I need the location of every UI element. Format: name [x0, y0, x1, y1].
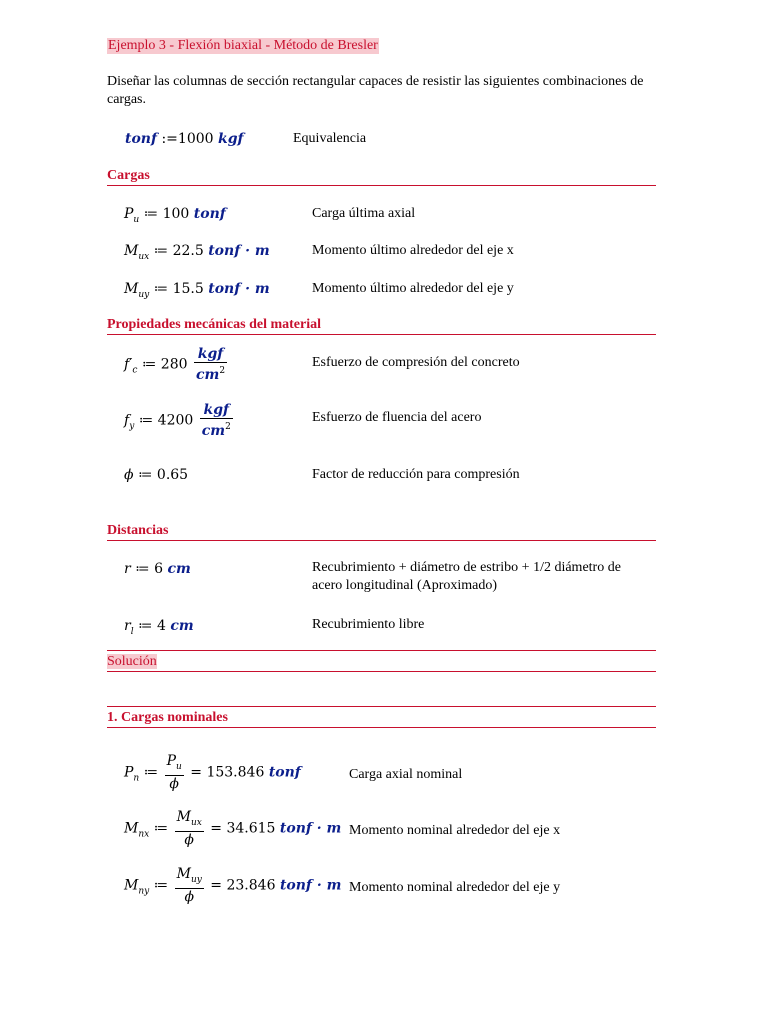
equivalence-var: tonf: [125, 131, 158, 147]
var-subscript: l: [130, 627, 134, 637]
var-subscript: c: [132, 365, 138, 376]
var-symbol: P: [124, 206, 134, 222]
solucion-label: Solución: [107, 654, 157, 669]
desc-pu: Carga última axial: [312, 206, 416, 221]
denominator: ϕ: [184, 889, 194, 905]
equation-fy: $f_y$ ≔ 4200 $\frac{\text{kgf}}{cm^2}$: [124, 402, 231, 439]
unit-fraction: [194, 346, 227, 383]
intro-paragraph: Diseñar las columnas de sección rectangular capaces de resistir las siguientes combinaciones de cargas.: [107, 74, 644, 107]
unit-numerator: kgf: [200, 402, 233, 419]
desc-pn: Carga axial nominal: [349, 767, 463, 782]
equation-mux: $M_{ux}$ ≔ 22.5 tonf · m: [124, 243, 270, 262]
equation-mny: $M_{ny}$ ≔ $\frac{M_{uy}}{\phi}$ = 23.846 tonf · m: [124, 866, 342, 905]
document-title: Ejemplo 3 - Flexión biaxial - Método de Bresler: [108, 38, 378, 53]
numerator-var: M: [176, 809, 191, 825]
var-subscript: y: [129, 421, 135, 432]
var-value: 4: [156, 618, 166, 634]
var-value: 6: [154, 561, 163, 577]
equivalence-unit: kgf: [218, 131, 244, 147]
assign-operator: :=: [161, 131, 178, 147]
var-symbol: ϕ: [124, 467, 134, 483]
var-symbol: P: [124, 764, 134, 781]
fraction: [165, 753, 184, 792]
var-symbol: f: [124, 412, 130, 429]
unit-exponent: 2: [225, 422, 231, 432]
var-value: 23.846: [226, 877, 276, 894]
section-solucion: [107, 654, 656, 672]
var-symbol: M: [124, 243, 139, 259]
var-value: 153.846: [206, 764, 265, 781]
desc-mnx: Momento nominal alrededor del eje x: [349, 823, 561, 838]
unit-exponent: 2: [219, 366, 226, 376]
var-value: 15.5: [172, 281, 204, 297]
var-symbol: r: [124, 618, 131, 634]
var-unit: tonf: [193, 206, 226, 222]
unit-fraction: [200, 402, 233, 439]
var-subscript: uy: [138, 290, 150, 300]
var-value: 22.5: [172, 243, 204, 259]
numerator-subscript: uy: [190, 875, 202, 885]
var-subscript: u: [133, 215, 140, 225]
var-unit: tonf · m: [208, 243, 270, 259]
var-symbol: M: [124, 281, 139, 297]
equation-pu: $P_u$ ≔ 100 tonf: [124, 206, 226, 225]
equation-rl: $r_l$ ≔ 4 cm: [124, 618, 194, 637]
divider: [107, 650, 656, 651]
desc-mux: Momento último alrededor del eje x: [312, 243, 514, 258]
var-symbol: f′: [124, 356, 133, 373]
var-value: 100: [162, 206, 190, 222]
fraction: [175, 809, 204, 848]
var-subscript: ny: [138, 886, 150, 897]
var-unit: tonf · m: [208, 281, 270, 297]
numerator-subscript: ux: [190, 818, 202, 828]
numerator-var: P: [166, 753, 177, 769]
desc-fy: Esfuerzo de fluencia del acero: [312, 410, 482, 425]
section-cargas: Cargas: [107, 168, 656, 186]
desc-muy: Momento último alrededor del eje y: [312, 281, 514, 296]
var-subscript: n: [133, 773, 140, 784]
unit-numerator: kgf: [194, 346, 227, 363]
section-propiedades: Propiedades mecánicas del material: [107, 317, 656, 335]
equation-r: r ≔ 6 cm: [124, 561, 191, 577]
denominator: ϕ: [169, 776, 179, 792]
section-cargas-nominales: 1. Cargas nominales: [107, 710, 656, 728]
var-value: 34.615: [226, 820, 276, 837]
equivalence-value: 1000: [177, 131, 214, 147]
numerator-subscript: u: [176, 762, 182, 772]
desc-mny: Momento nominal alrededor del eje y: [349, 880, 561, 895]
var-subscript: ux: [138, 252, 150, 262]
desc-phi: Factor de reducción para compresión: [312, 467, 520, 482]
denominator: ϕ: [184, 832, 194, 848]
var-unit: cm: [170, 618, 194, 634]
equation-fc: $f'_c$ ≔ 280 $\frac{\text{kgf}}{cm^2}$: [124, 346, 226, 383]
var-value: 0.65: [156, 467, 189, 483]
equation-mnx: $M_{nx}$ ≔ $\frac{M_{ux}}{\phi}$ = 34.615 tonf · m: [124, 809, 342, 848]
desc-rl: Recubrimiento libre: [312, 617, 425, 632]
equation-phi: ϕ ≔ 0.65: [124, 467, 189, 483]
var-symbol: r: [124, 561, 131, 577]
section-distancias: Distancias: [107, 523, 656, 541]
var-unit: tonf · m: [279, 877, 342, 894]
var-unit: tonf: [268, 764, 301, 781]
var-unit: tonf · m: [279, 820, 342, 837]
var-subscript: nx: [138, 829, 150, 840]
numerator-var: M: [176, 866, 191, 882]
equation-muy: $M_{uy}$ ≔ 15.5 tonf · m: [124, 281, 270, 300]
divider: [107, 706, 656, 707]
var-value: 4200: [157, 412, 194, 429]
desc-r: Recubrimiento + diámetro de estribo + 1/2 diámetro de acero longitudinal (Aproximado): [312, 560, 621, 593]
var-value: 280: [160, 356, 188, 373]
var-unit: cm: [167, 561, 191, 577]
fraction: [175, 866, 204, 905]
var-symbol: M: [124, 820, 139, 837]
equivalence-desc: Equivalencia: [293, 131, 367, 146]
unit-denominator: cm: [195, 367, 220, 383]
unit-denominator: cm: [201, 423, 226, 439]
desc-fc: Esfuerzo de compresión del concreto: [312, 355, 520, 370]
var-symbol: M: [124, 877, 139, 894]
equation-pn: $P_n$ ≔ $\frac{P_u}{\phi}$ = 153.846 tonf: [124, 753, 301, 792]
equivalence-equation: [125, 130, 244, 148]
